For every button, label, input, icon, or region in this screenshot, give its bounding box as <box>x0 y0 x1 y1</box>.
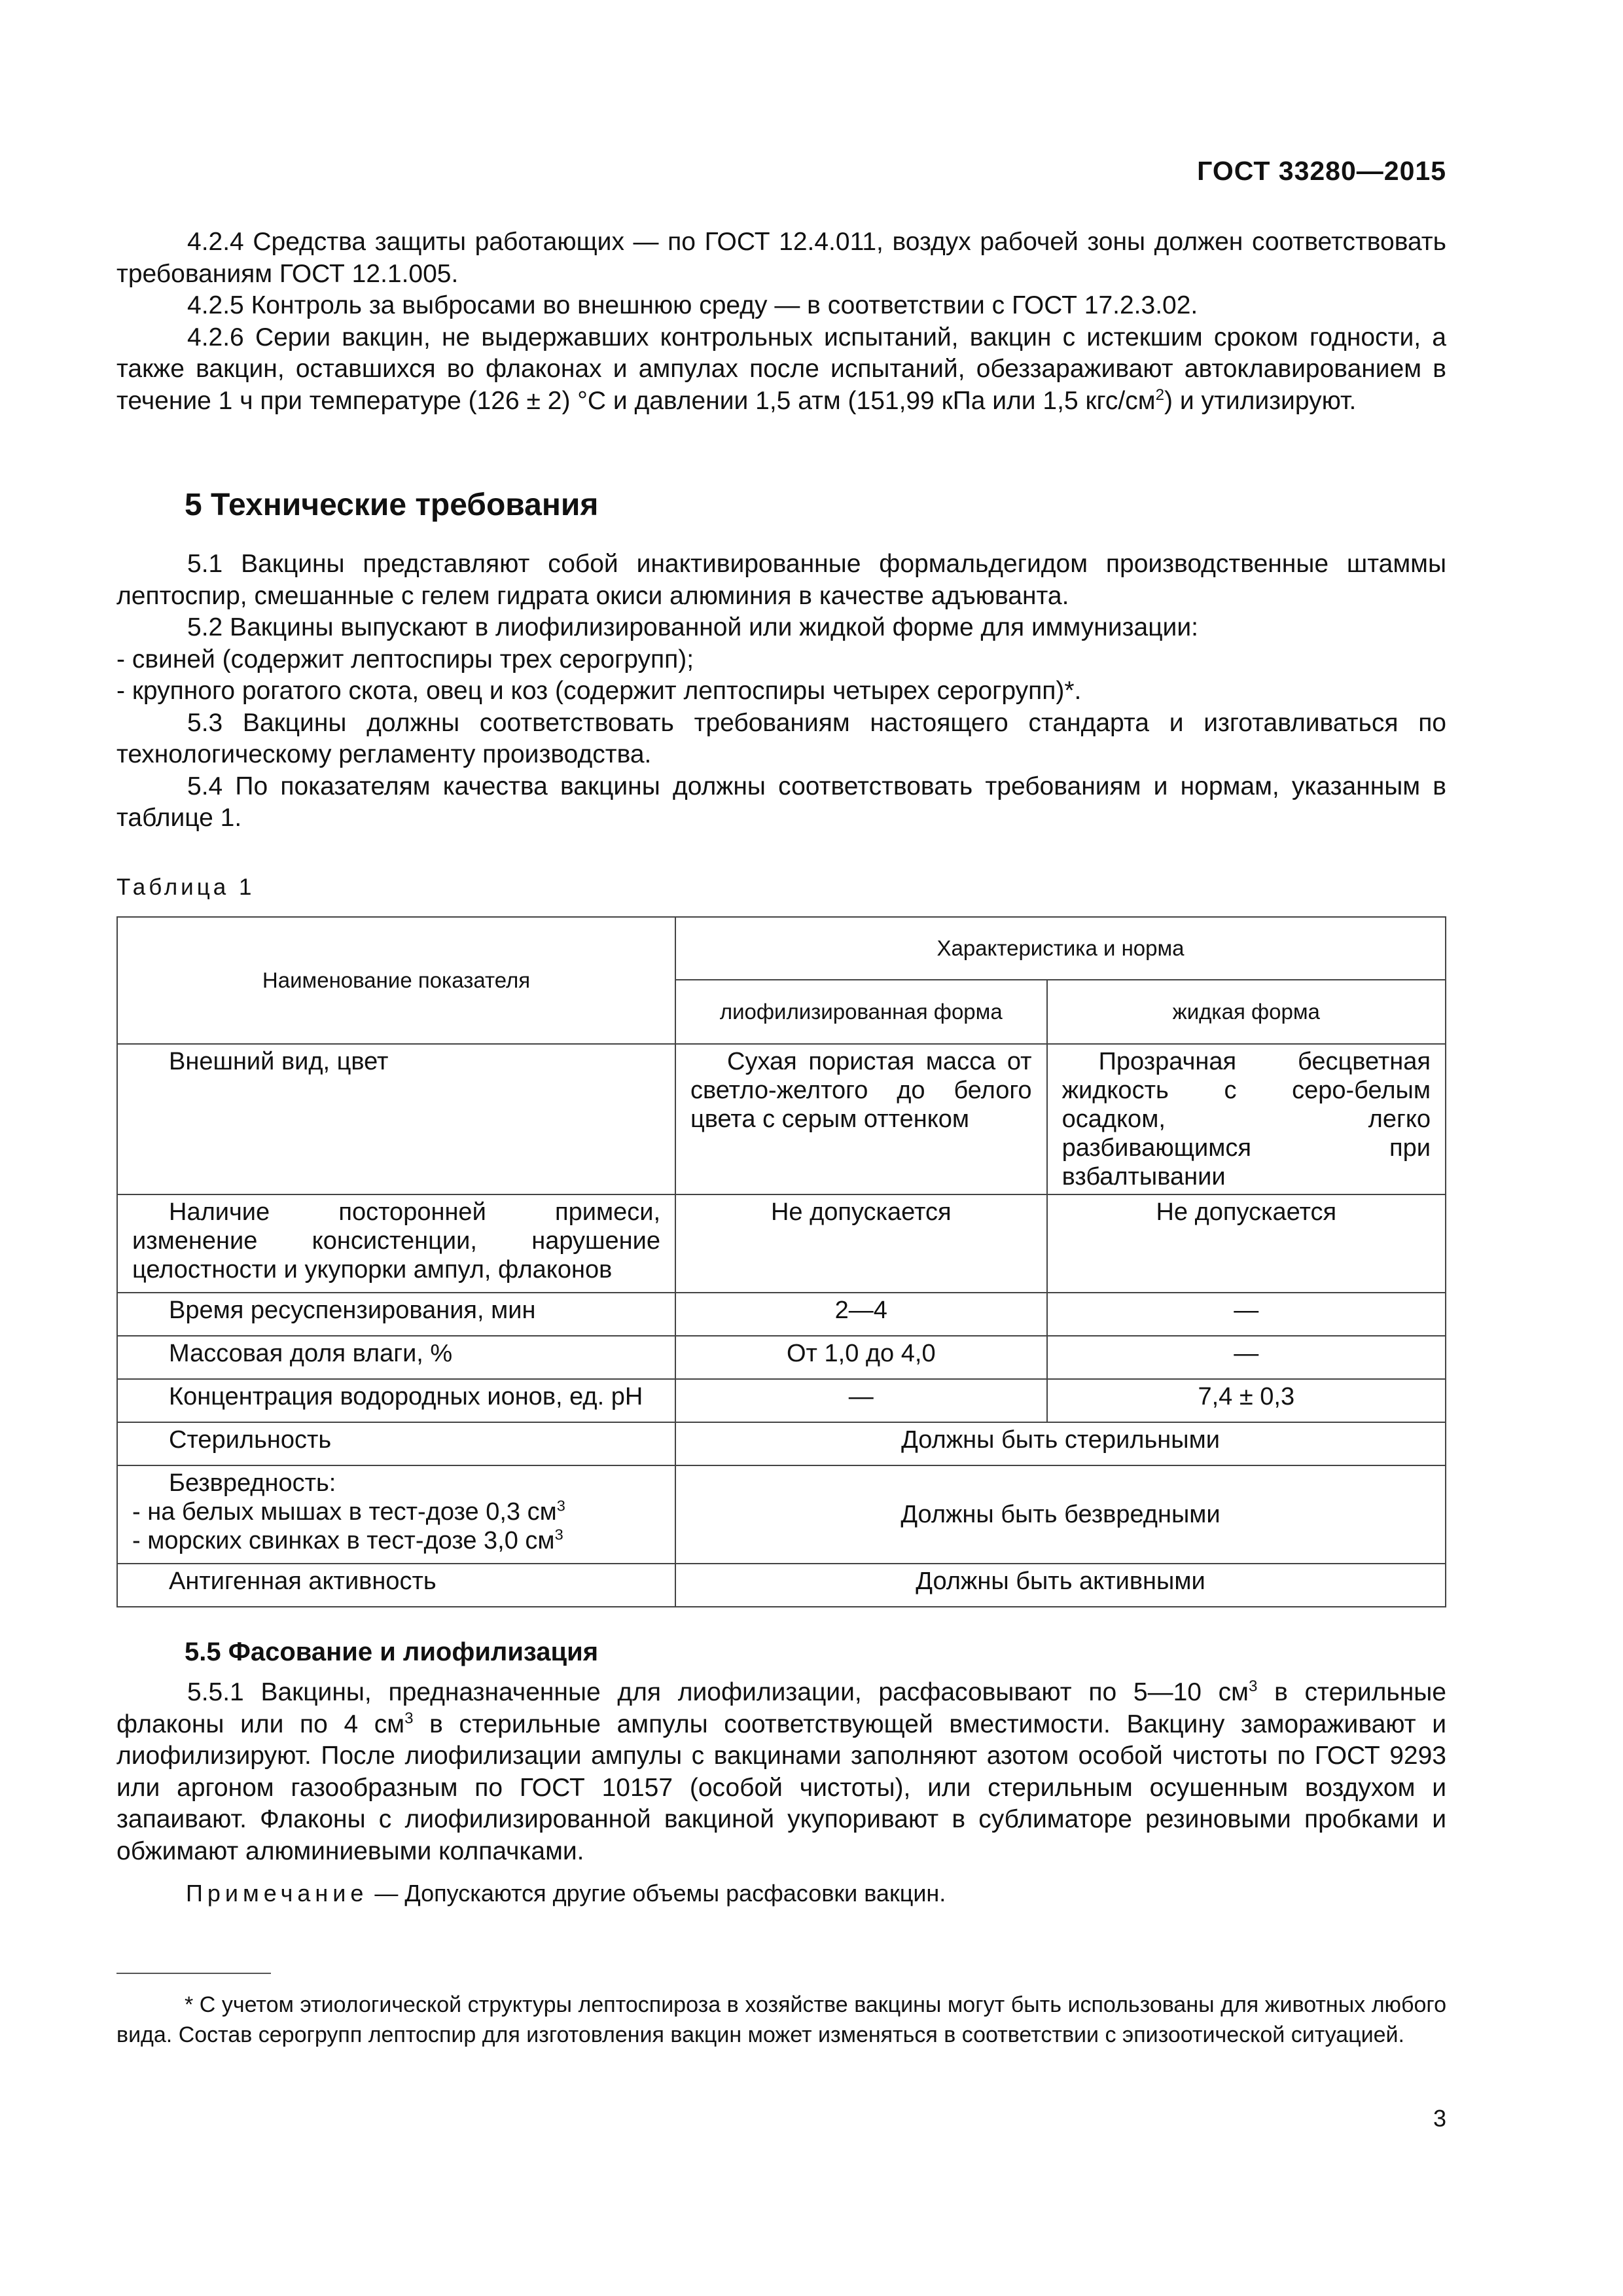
page-number: 3 <box>1433 2105 1446 2132</box>
cell-norm-merged: Должны быть активными <box>675 1564 1446 1607</box>
section-5-title: 5 Технические требования <box>185 488 599 522</box>
table-row <box>117 1293 1446 1336</box>
table-row <box>117 1044 1446 1194</box>
cell-name: Время ресуспензирования, мин <box>117 1293 675 1336</box>
paragraph-4-2-5: 4.2.5 Контроль за выбросами во внешнюю среду — в соответствии с ГОСТ 17.2.3.02. <box>187 291 1198 319</box>
cell-liquid: Не допускается <box>1047 1194 1446 1293</box>
table-row <box>117 1336 1446 1379</box>
paragraph-5-1: 5.1 Вакцины представляют собой инактивированные формальдегидом производственные штаммы лептоспир, смешанные с гелем гидрата окиси алюминия в качестве адъюванта. <box>116 550 1446 610</box>
header-lyophilized: лиофилизированная форма <box>675 980 1047 1044</box>
header-characteristic: Характеристика и норма <box>675 917 1446 980</box>
note <box>186 1880 946 1907</box>
cell-lyophilized: 2—4 <box>675 1293 1047 1336</box>
note-label: Примечание <box>186 1880 368 1907</box>
section-4-tail <box>116 226 1446 417</box>
cell-name: Наличие посторонней примеси, изменение консистенции, нарушение целостности и укупорки ампул, флаконов <box>117 1194 675 1293</box>
section-5-5-title: 5.5 Фасование и лиофилизация <box>185 1638 599 1666</box>
cell-name: Массовая доля влаги, % <box>117 1336 675 1379</box>
header-liquid: жидкая форма <box>1047 980 1446 1044</box>
paragraph-5-4: 5.4 По показателям качества вакцины должны соответствовать требованиям и нормам, указанным в таблице 1. <box>116 772 1446 832</box>
cell-norm-merged: Должны быть безвредными <box>675 1465 1446 1564</box>
paragraph-5-3: 5.3 Вакцины должны соответствовать требованиям настоящего стандарта и изготавливаться по технологическому регламенту производства. <box>116 708 1446 768</box>
cell-name: Концентрация водородных ионов, ед. pH <box>117 1379 675 1422</box>
cell-lyophilized: — <box>675 1379 1047 1422</box>
harmlessness-title: Безвредность: <box>169 1469 336 1497</box>
cell-name: Стерильность <box>117 1422 675 1465</box>
paragraph-4-2-4: 4.2.4 Средства защиты работающих — по ГОСТ 12.4.011, воздух рабочей зоны должен соответствовать требованиям ГОСТ 12.1.005. <box>116 228 1446 288</box>
cell-lyophilized: Не допускается <box>675 1194 1047 1293</box>
cell-lyophilized: От 1,0 до 4,0 <box>675 1336 1047 1379</box>
cell-lyophilized: Сухая пористая масса от светло-желтого до белого цвета с серым оттенком <box>675 1044 1047 1194</box>
paragraph-5-5-1: 5.5.1 Вакцины, предназначенные для лиофилизации, расфасовывают по 5—10 $см^3$ в стерильные флаконы или по 4 $см^3$ в стерильные ампулы соответствующей вместимости. Вакцину замораживают и лиофилизируют. После лиофилизации ампулы с вакцинами заполняют азотом особой чистоты по ГОСТ 9293 или аргоном газообразным по ГОСТ 10157 (особой чистоты), или стерильным осушенным воздухом и запаивают. Флаконы с лиофилизированной вакциной укупоривают в сублиматоре резиновыми пробками и обжимают алюминиевыми колпачками. <box>116 1677 1446 1865</box>
cell-liquid: — <box>1047 1336 1446 1379</box>
table-row <box>117 1194 1446 1293</box>
table-1 <box>116 916 1446 1607</box>
footnote <box>116 1990 1446 2050</box>
section-5-body <box>116 548 1446 834</box>
section-5-5-body <box>116 1677 1446 1867</box>
cell-name: Внешний вид, цвет <box>117 1044 675 1194</box>
table-row <box>117 1379 1446 1422</box>
cell-name <box>117 1465 675 1564</box>
note-text: — Допускаются другие объемы расфасовки вакцин. <box>368 1880 946 1907</box>
cell-liquid: Прозрачная бесцветная жидкость с серо-белым осадком, легко разбивающимся при взбалтывании <box>1047 1044 1446 1194</box>
harmlessness-mice: - на белых мышах в тест-дозе 0,3 $см^3$ <box>132 1497 565 1526</box>
table-row <box>117 1465 1446 1564</box>
header-indicator-name: Наименование показателя <box>117 917 675 1044</box>
cell-liquid: — <box>1047 1293 1446 1336</box>
list-item-pigs: - свиней (содержит лептоспиры трех серогрупп); <box>116 645 694 673</box>
table-row <box>117 1564 1446 1607</box>
cell-norm-merged: Должны быть стерильными <box>675 1422 1446 1465</box>
cell-liquid: 7,4 ± 0,3 <box>1047 1379 1446 1422</box>
table-row <box>117 1422 1446 1465</box>
footnote-text: * С учетом этиологической структуры лептоспироза в хозяйстве вакцины могут быть использованы для животных любого вида. Состав серогрупп лептоспир для изготовления вакцин может изменяться в соответствии с эпизоотической ситуацией. <box>116 1992 1446 2047</box>
document-code: ГОСТ 33280—2015 <box>1197 156 1446 186</box>
list-item-cattle: - крупного рогатого скота, овец и коз (содержит лептоспиры четырех серогрупп)*. <box>116 677 1082 705</box>
paragraph-4-2-6: 4.2.6 Серии вакцин, не выдержавших контрольных испытаний, вакцин с истекшим сроком годности, а также вакцин, оставшихся во флаконах и ампулах после испытаний, обеззараживают автоклавированием в течение 1 ч при температуре (126 ± 2) °С и давлении 1,5 атм (151,99 кПа или 1,5 кгс/$см^2$) и утилизируют. <box>116 323 1446 415</box>
footnote-separator <box>116 1973 271 1974</box>
cell-name: Антигенная активность <box>117 1564 675 1607</box>
paragraph-5-2: 5.2 Вакцины выпускают в лиофилизированной или жидкой форме для иммунизации: <box>187 613 1198 641</box>
table-caption: Таблица 1 <box>116 874 255 900</box>
harmlessness-guinea-pigs: - морских свинках в тест-дозе 3,0 $см^3$ <box>132 1526 563 1554</box>
